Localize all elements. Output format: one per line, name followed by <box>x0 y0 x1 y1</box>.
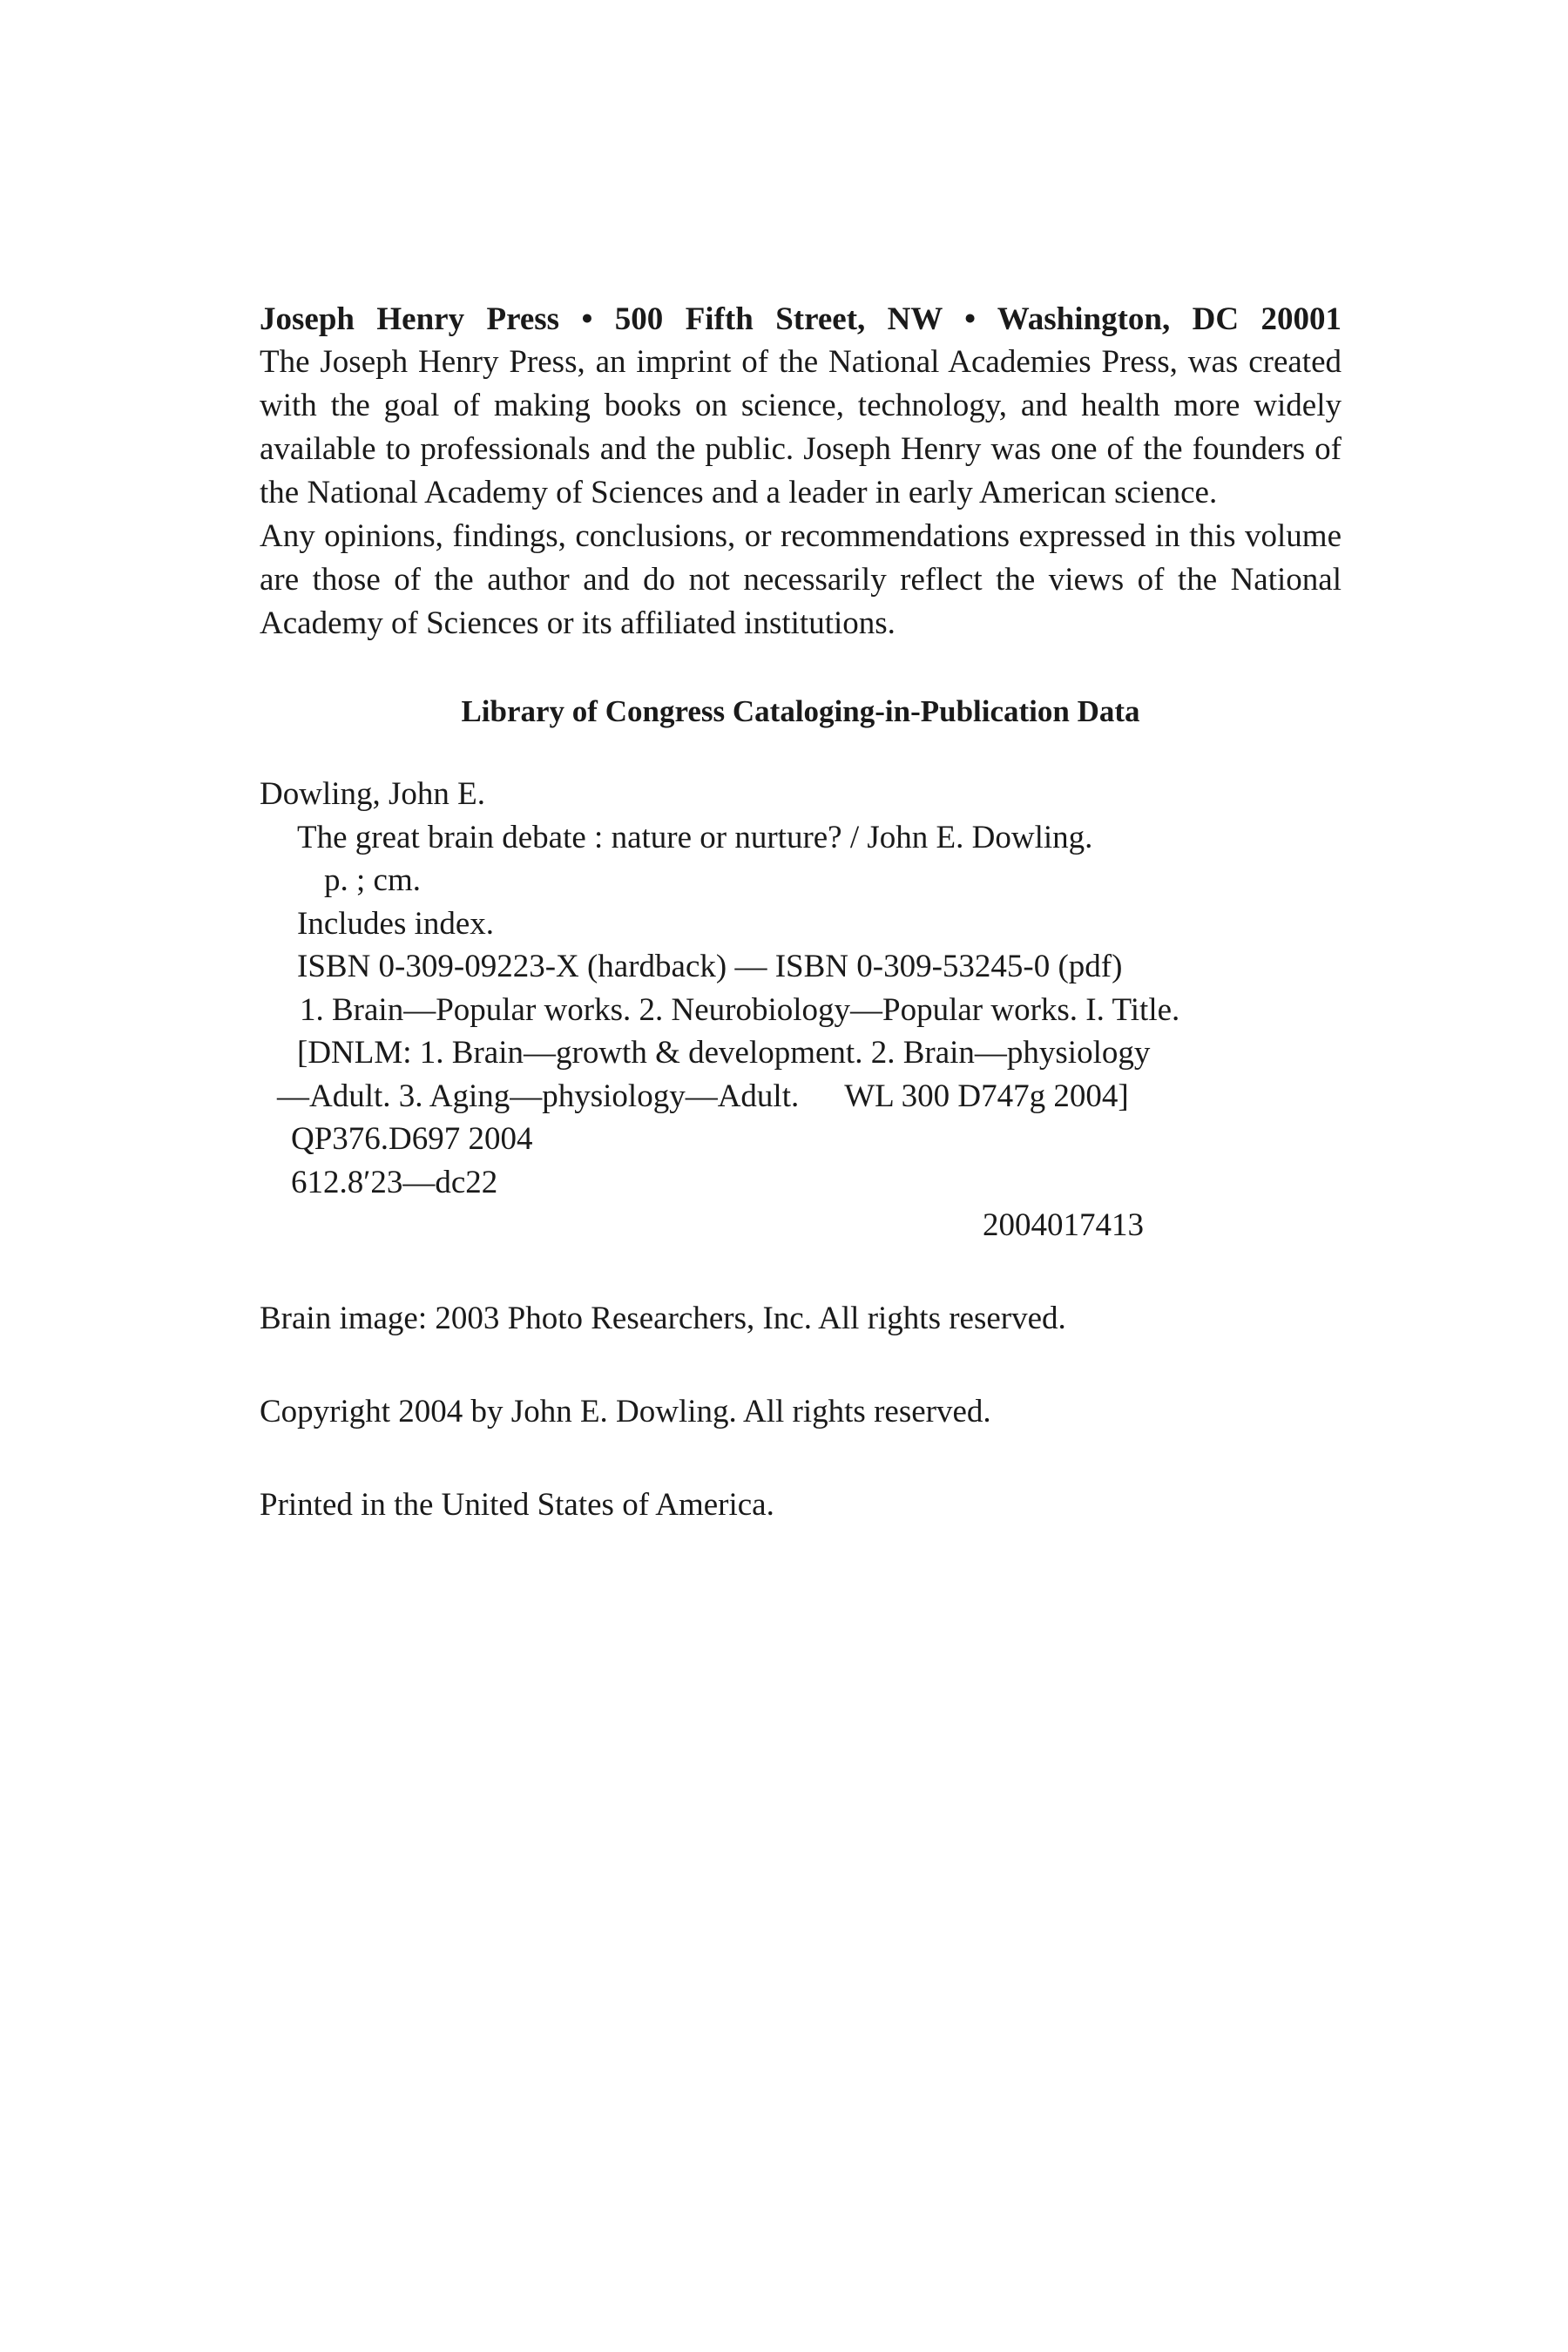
cip-title-line: The great brain debate : nature or nurture? / John E. Dowling. <box>297 819 1093 855</box>
cip-includes: Includes index. <box>297 905 495 942</box>
publisher-address: Joseph Henry Press • 500 Fifth Street, NW • Washington, DC 20001 <box>260 301 1342 337</box>
cip-author: Dowling, John E. <box>260 776 485 812</box>
cip-lc-class: QP376.D697 2004 <box>291 1121 533 1157</box>
cip-heading: Library of Congress Cataloging-in-Publication Data <box>461 694 1140 728</box>
cip-dnlm-line-1: [DNLM: 1. Brain—growth & development. 2. Brain—physiology <box>297 1035 1151 1071</box>
cip-isbn: ISBN 0-309-09223-X (hardback) — ISBN 0-309-53245-0 (pdf) <box>297 949 1123 984</box>
cip-pages: p. ; cm. <box>324 862 421 898</box>
cip-subjects: 1. Brain—Popular works. 2. Neurobiology—Popular works. I. Title. <box>300 991 1180 1028</box>
cip-dnlm-classification: WL 300 D747g 2004] <box>844 1078 1129 1114</box>
disclaimer-paragraph: Any opinions, findings, conclusions, or recommendations expressed in this volume are those of the author and do not necessarily reflect the views of the National Academy of Sciences or its affiliated institutions. <box>260 518 1342 641</box>
copyright-page <box>260 299 1342 1527</box>
cip-lccn: 2004017413 <box>983 1207 1144 1243</box>
cip-dewey: 612.8′23—dc22 <box>291 1164 498 1200</box>
printed-in: Printed in the United States of America. <box>260 1486 774 1523</box>
cip-block <box>260 773 1342 1247</box>
copyright-notice: Copyright 2004 by John E. Dowling. All rights reserved. <box>260 1393 991 1429</box>
cip-dnlm-line-2 <box>260 1075 1342 1119</box>
image-credit: Brain image: 2003 Photo Researchers, Inc. All rights reserved. <box>260 1300 1066 1336</box>
cip-dnlm-subjects: —Adult. 3. Aging—physiology—Adult. <box>277 1078 800 1114</box>
imprint-paragraph: The Joseph Henry Press, an imprint of the National Academies Press, was created with the goal of making books on science, technology, and health more widely available to professionals and the public. Joseph Henry was one of the founders of the National Academy of Sciences and a leader in early American science. <box>260 344 1342 510</box>
